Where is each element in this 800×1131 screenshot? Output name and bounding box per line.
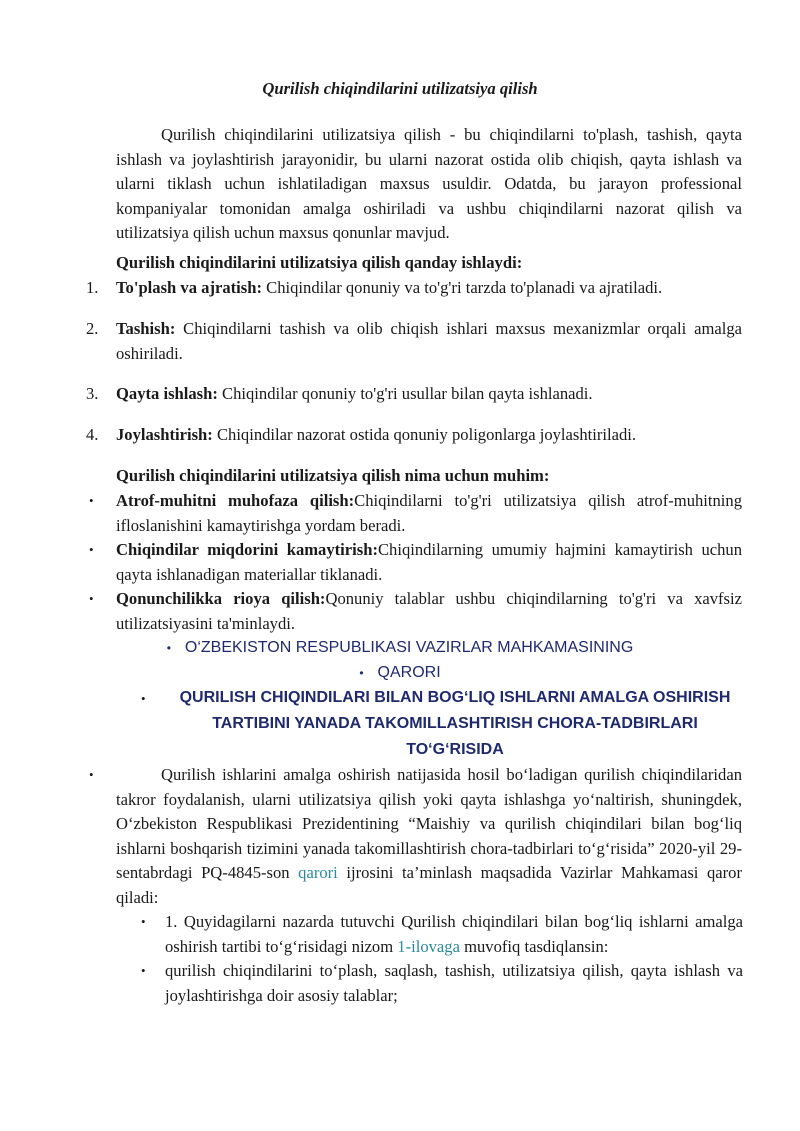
- decree-point-1: 1. Quyidagilarni nazarda tutuvchi Qurilish chiqindilari bilan bog‘liq ishlarni amalga oshirish tartibi to‘g‘risidagi nizom 1-ilovaga muvofiq tasdiqlansin:: [165, 912, 743, 956]
- why-heading: Qurilish chiqindilarini utilizatsiya qilish nima uchun muhim:: [116, 466, 550, 485]
- decree-point-2: qurilish chiqindilarini to‘plash, saqlash, tashish, utilizatsiya qilish, qayta ishlash va joylashtirishga doir asosiy talablar;: [165, 961, 743, 1005]
- step-number: 4.: [86, 425, 99, 444]
- decree-heading-line1: • O‘ZBEKISTON RESPUBLIKASI VAZIRLAR MAHKAMASINING: [166, 639, 634, 656]
- how-heading: Qurilish chiqindilarini utilizatsiya qilish qanday ishlaydi:: [116, 253, 523, 272]
- step-text: Chiqindilarni tashish va olib chiqish ishlari maxsus mexanizmlar orqali amalga oshiriladi.: [116, 319, 742, 363]
- reason-text: Chiqindilarning umumiy hajmini kamaytirish uchun qayta ishlanadigan materiallar tiklanadi.: [116, 540, 743, 584]
- bullet: •: [141, 963, 146, 978]
- bullet: •: [166, 641, 171, 655]
- decree-paragraph: Qurilish ishlarini amalga oshirish natijasida hosil bo‘ladigan qurilish chiqindilaridan takror foydalanish, ularni utilizatsiya qilish yoki qayta ishlashga yo‘naltirish, shuningdek, O‘zbekiston Respublikasi Prezidentining “Maishiy va qurilish chiqindilari bilan bog‘liq ishlarni boshqarish tizimini yanada takomillashtirish chora-tadbirlari to‘g‘risida” 2020-yil 29-sentabrdagi PQ-4845-son qarori ijrosini ta’minlash maqsadida Vazirlar Mahkamasi qaror qiladi:: [116, 765, 742, 907]
- bullet: •: [89, 493, 94, 508]
- reason-item: [116, 587, 742, 636]
- document-title: Qurilish chiqindilarini utilizatsiya qilish: [262, 79, 538, 98]
- reason-item: [116, 489, 742, 538]
- decree-title: QURILISH CHIQINDILARI BILAN BOG‘LIQ ISHLARNI AMALGA OSHIRISH TARTIBINI YANADA TAKOMILLASHTIRISH CHORA-TADBIRLARI TO‘G‘RISIDA: [179, 689, 731, 758]
- bullet: •: [141, 691, 146, 706]
- step-item: [116, 317, 742, 366]
- bullet: •: [89, 542, 94, 557]
- reason-label: Chiqindilar miqdorini kamaytirish:: [116, 540, 378, 559]
- step-number: 2.: [86, 319, 99, 338]
- reason-label: Atrof-muhitni muhofaza qilish:: [116, 491, 355, 510]
- step-text: Chiqindilar qonuniy va to'g'ri tarzda to'planadi va ajratiladi.: [262, 278, 663, 297]
- reason-text: Chiqindilarni to'g'ri utilizatsiya qilish atrof-muhitning ifloslanishini kamaytirishga yordam beradi.: [116, 491, 743, 535]
- step-number: 1.: [86, 278, 99, 297]
- ilova-link[interactable]: 1-ilovaga: [397, 936, 460, 956]
- step-text: Chiqindilar qonuniy to'g'ri usullar bilan qayta ishlanadi.: [217, 384, 593, 403]
- reason-text: Qonuniy talablar ushbu chiqindilarning to'g'ri va xavfsiz utilizatsiyasini ta'minlaydi.: [116, 589, 742, 633]
- qarori-link[interactable]: qarori: [298, 863, 338, 882]
- reason-label: Qonunchilikka rioya qilish:: [116, 589, 326, 608]
- intro-paragraph: Qurilish chiqindilarini utilizatsiya qilish - bu chiqindilarni to'plash, tashish, qayta ishlash va joylashtirish jarayonidir, bu ularni nazorat ostida olib chiqish, qayta ishlash va ularni tiklash uchun ishlatiladigan maxsus usuldir. Odatda, bu jarayon professional kompaniyalar tomonidan amalga oshiriladi va ushbu chiqindilarni nazorat qilish va utilizatsiya qilish uchun maxsus qonunlar mavjud.: [116, 125, 742, 242]
- decree-heading-line2: • QARORI: [359, 664, 441, 681]
- bullet: •: [141, 914, 146, 929]
- step-label: Tashish:: [116, 319, 176, 338]
- bullet: •: [89, 767, 94, 782]
- step-item: [116, 276, 742, 301]
- bullet: •: [359, 666, 364, 680]
- step-label: To'plash va ajratish:: [116, 278, 262, 297]
- step-text: Chiqindilar nazorat ostida qonuniy poligonlarga joylashtiriladi.: [212, 425, 637, 444]
- step-label: Joylashtirish:: [116, 425, 213, 444]
- step-item: [116, 382, 742, 407]
- step-item: [116, 423, 742, 448]
- bullet: •: [89, 591, 94, 606]
- reason-item: [116, 538, 742, 587]
- step-number: 3.: [86, 384, 99, 403]
- step-label: Qayta ishlash:: [116, 384, 218, 403]
